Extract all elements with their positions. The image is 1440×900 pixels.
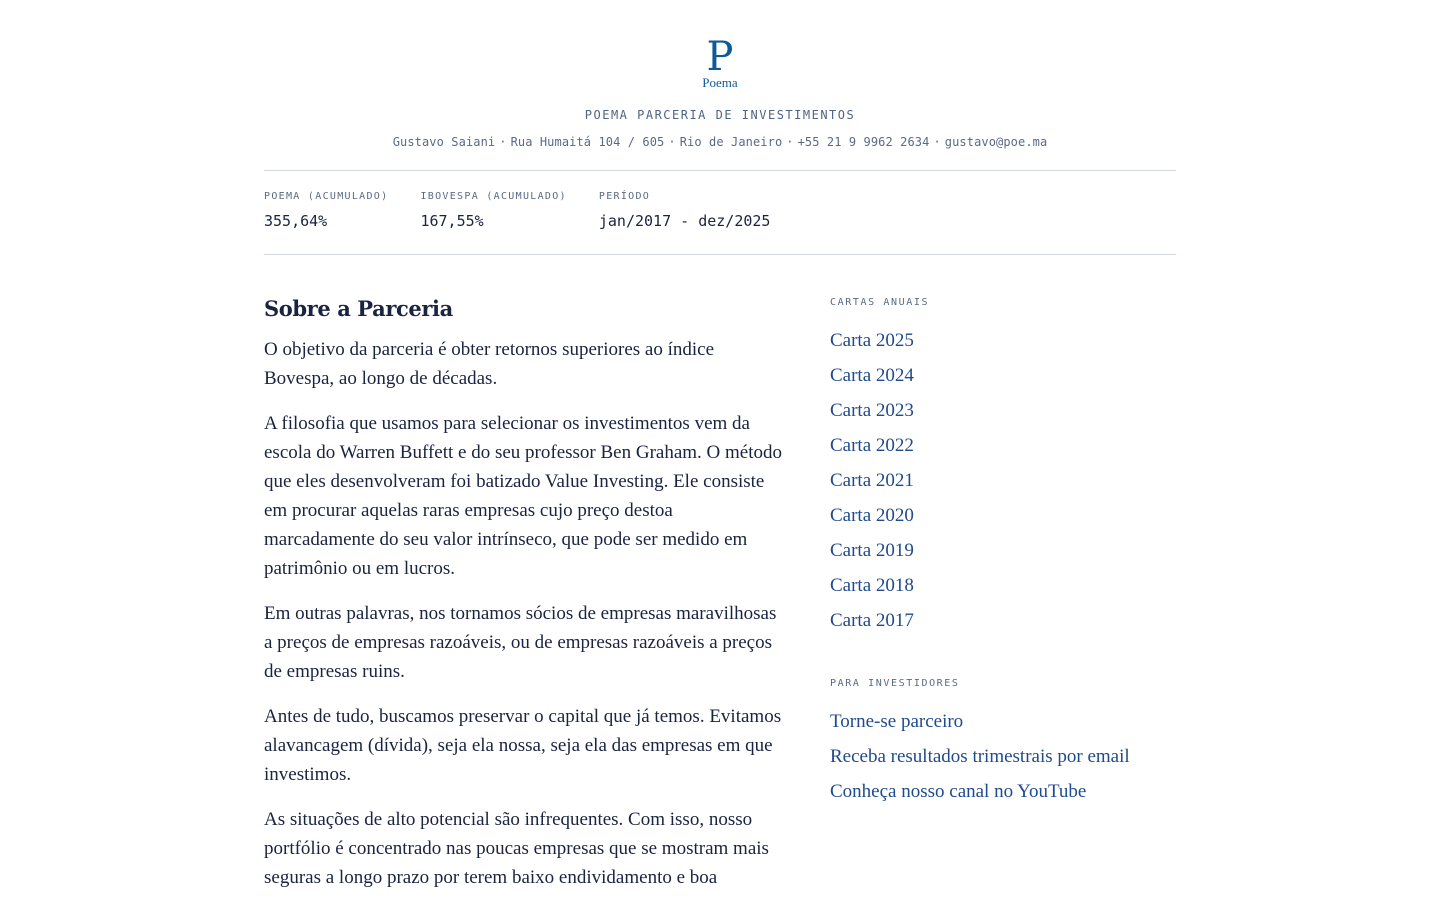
logo-link[interactable] [702, 34, 738, 90]
letter-link-2020[interactable]: Carta 2020 [830, 505, 914, 526]
stat-value: 167,55% [420, 212, 484, 230]
contact-address: Rua Humaitá 104 / 605 [510, 135, 665, 149]
letter-link-2022[interactable]: Carta 2022 [830, 435, 914, 456]
list-item [830, 463, 1176, 498]
paragraph: Antes de tudo, buscamos preservar o capital que já temos. Evitamos alavancagem (dívida), seja ela nossa, seja ela das empresas em que investimos. [264, 706, 782, 785]
annual-letters-list [830, 323, 1176, 638]
performance-stats [264, 171, 1176, 254]
page-title: Sobre a Parceria [264, 296, 453, 321]
separator: · [786, 135, 794, 149]
list-item [830, 358, 1176, 393]
paragraph: O objetivo da parceria é obter retornos superiores ao índice Bovespa, ao longo de décadas. [264, 339, 715, 389]
list-item [830, 533, 1176, 568]
stat-value: jan/2017 - dez/2025 [598, 212, 771, 230]
stat-label: IBOVESPA (ACUMULADO) [420, 191, 567, 202]
youtube-channel-link[interactable]: Conheça nosso canal no YouTube [830, 781, 1087, 802]
letter-link-2019[interactable]: Carta 2019 [830, 540, 914, 561]
list-item [830, 393, 1176, 428]
contact-email[interactable]: gustavo@poe.ma [944, 135, 1048, 149]
stat-label: PERÍODO [598, 191, 651, 202]
contact-phone: +55 21 9 9962 2634 [797, 135, 930, 149]
letter-link-2017[interactable]: Carta 2017 [830, 610, 914, 631]
about-article [264, 295, 784, 900]
stat-period [599, 191, 771, 230]
section-label: CARTAS ANUAIS [830, 297, 930, 308]
firm-name: POEMA PARCERIA DE INVESTIMENTOS [584, 108, 856, 122]
logo-mark: P [706, 34, 734, 80]
contact-city: Rio de Janeiro [679, 135, 783, 149]
become-partner-link[interactable]: Torne-se parceiro [830, 711, 964, 732]
list-item [830, 568, 1176, 603]
contact-name: Gustavo Saiani [392, 135, 496, 149]
list-item [830, 603, 1176, 638]
investors-list [830, 704, 1176, 809]
letter-link-2024[interactable]: Carta 2024 [830, 365, 914, 386]
list-item [830, 323, 1176, 358]
list-item [830, 498, 1176, 533]
sidebar [830, 295, 1176, 900]
quarterly-email-link[interactable]: Receba resultados trimestrais por email [830, 746, 1130, 767]
stat-label: POEMA (ACUMULADO) [264, 191, 389, 202]
stat-ibovespa [420, 191, 566, 230]
main-area [264, 255, 1176, 900]
letter-link-2023[interactable]: Carta 2023 [830, 400, 914, 421]
list-item [830, 739, 1176, 774]
site-header [264, 0, 1176, 150]
list-item [830, 428, 1176, 463]
separator: · [668, 135, 676, 149]
paragraph: Em outras palavras, nos tornamos sócios de empresas maravilhosas a preços de empresas razoáveis, ou de empresas razoáveis a preços de empresas ruins. [264, 603, 777, 682]
letter-link-2021[interactable]: Carta 2021 [830, 470, 914, 491]
letter-link-2025[interactable]: Carta 2025 [830, 330, 914, 351]
paragraph: As situações de alto potencial são infrequentes. Com isso, nosso portfólio é concentrado nas poucas empresas que se mostram mais seguras a longo prazo por terem baixo endividamento e boa [264, 809, 769, 888]
separator: · [499, 135, 507, 149]
logo-wordmark: Poema [702, 75, 738, 90]
annual-letters-section [830, 297, 1176, 638]
separator: · [933, 135, 941, 149]
list-item [830, 704, 1176, 739]
investors-section [830, 678, 1176, 809]
contact-line [264, 134, 1176, 150]
list-item [830, 774, 1176, 809]
section-label: PARA INVESTIDORES [830, 678, 960, 689]
letter-link-2018[interactable]: Carta 2018 [830, 575, 914, 596]
stat-poema [264, 191, 388, 230]
paragraph: A filosofia que usamos para selecionar os investimentos vem da escola do Warren Buffett e do seu professor Ben Graham. O método que eles desenvolveram foi batizado Value Investing. Ele consiste em procurar aquelas raras empresas cujo preço destoa marcadamente do seu valor intrínseco, que pode ser medido em patrimônio ou em lucros. [264, 413, 783, 579]
page [264, 0, 1176, 900]
stat-value: 355,64% [264, 212, 328, 230]
